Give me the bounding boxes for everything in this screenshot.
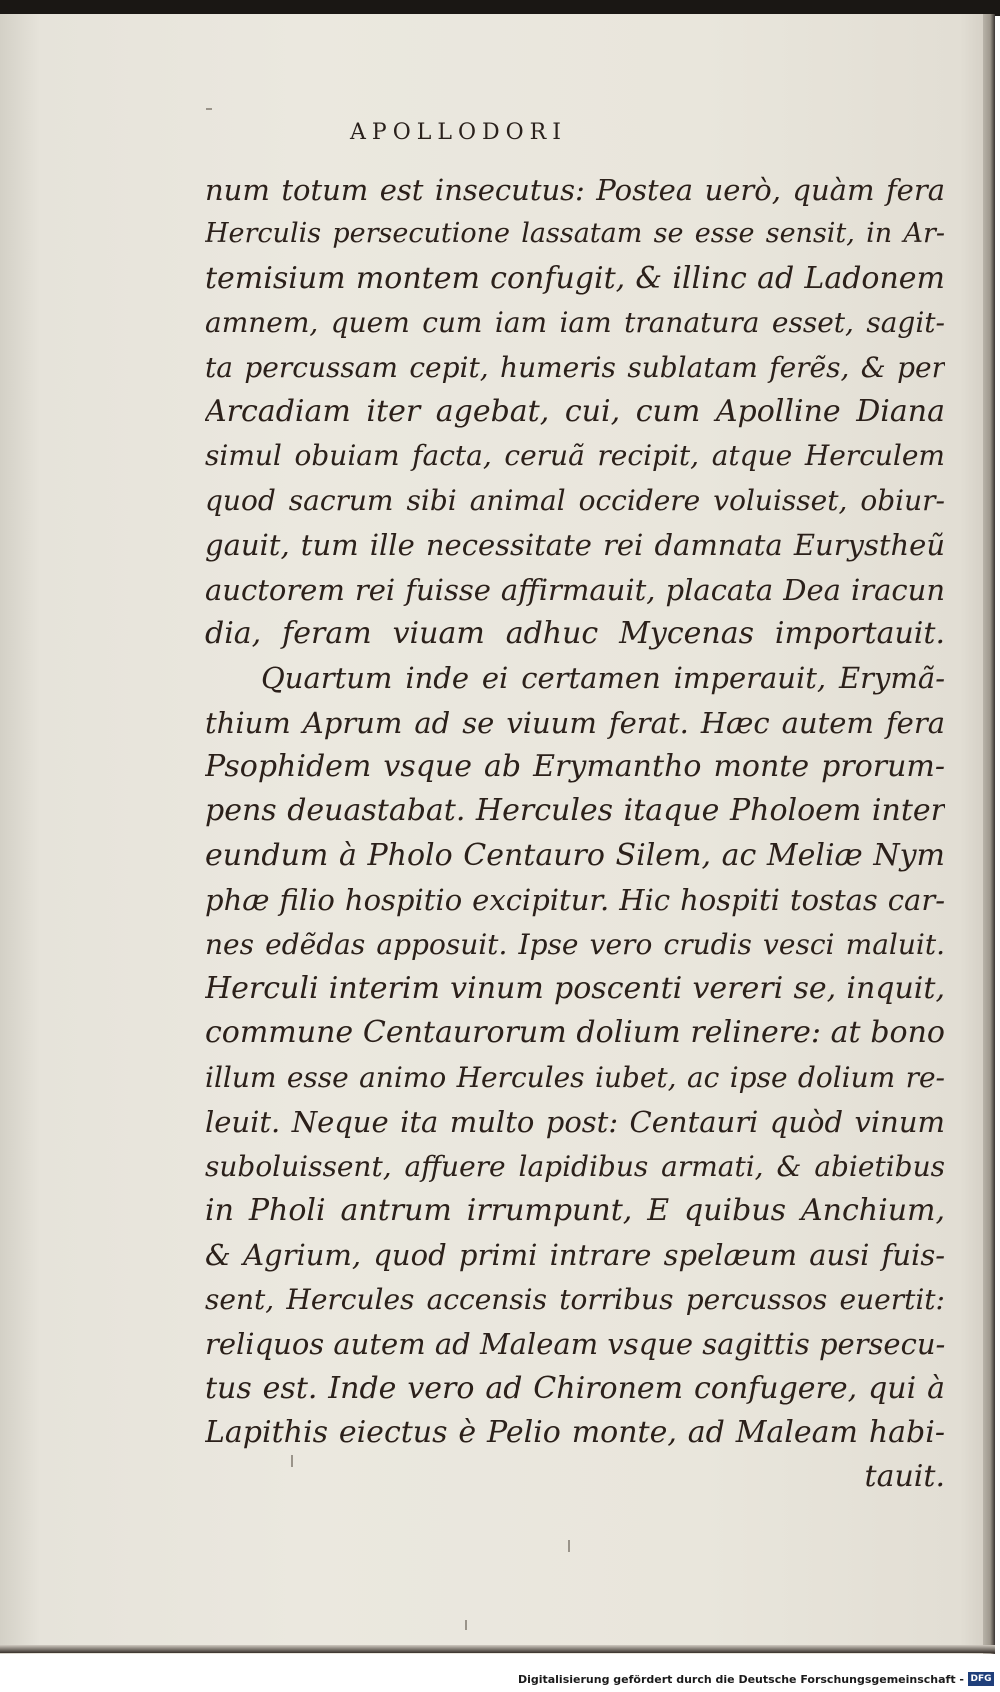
text-line: phæ filio hospitio excipitur. Hic hospiti tostas car- bbox=[205, 883, 945, 918]
text-line: simul obuiam facta, ceruã recipit, atque Herculem bbox=[205, 439, 945, 473]
text-line: Herculis persecutione lassatam se esse sensit, in Ar- bbox=[205, 218, 945, 250]
text-line: Herculi interim vinum poscenti vereri se, inquit, bbox=[205, 971, 945, 1007]
text-line: in Pholi antrum irrumpunt, E quibus Anchium, bbox=[205, 1192, 945, 1228]
text-line: sent, Hercules accensis torribus percussos euertit: bbox=[205, 1282, 945, 1316]
text-line: pens deuastabat. Hercules itaque Pholoem inter bbox=[205, 793, 945, 829]
dfg-logo: DFG bbox=[968, 1672, 994, 1686]
text-line: auctorem rei fuisse affirmauit, placata Dea iracun bbox=[205, 572, 945, 607]
page-bottom-edge bbox=[0, 1645, 995, 1653]
text-line: Lapithis eiectus è Pelio monte, ad Maleam habi- bbox=[205, 1414, 945, 1450]
page-right-edge bbox=[983, 14, 995, 1654]
text-line: nes edẽdas apposuit. Ipse vero crudis vesci maluit. bbox=[205, 927, 945, 961]
text-line: eundum à Pholo Centauro Silem, ac Meliæ Nym bbox=[205, 837, 945, 873]
text-line: Arcadiam iter agebat, cui, cum Apolline Diana bbox=[205, 393, 945, 429]
page-text-block bbox=[205, 168, 945, 1500]
text-line: suboluissent, affuere lapidibus armati, & abietibus bbox=[205, 1149, 945, 1183]
text-line: ta percussam cepit, humeris sublatam ferẽs, & per bbox=[205, 350, 945, 384]
text-line: leuit. Neque ita multo post: Centauri quòd vinum bbox=[205, 1105, 945, 1140]
paper-speck bbox=[206, 108, 212, 110]
paper-speck bbox=[568, 1540, 570, 1552]
text-line: gauit, tum ille necessitate rei damnata Eurystheũ bbox=[205, 528, 945, 563]
text-line: dia, feram viuam adhuc Mycenas importauit. bbox=[205, 615, 945, 651]
running-head: APOLLODORI bbox=[350, 120, 567, 145]
text-line: tus est. Inde vero ad Chironem confugere, qui à bbox=[205, 1370, 945, 1406]
funding-credit: Digitalisierung gefördert durch die Deutsche Forschungsgemeinschaft - bbox=[517, 1673, 964, 1686]
text-line: illum esse animo Hercules iubet, ac ipse dolium re- bbox=[205, 1060, 945, 1094]
text-line: & Agrium, quod primi intrare spelæum ausi fuis- bbox=[205, 1238, 945, 1273]
text-line: quod sacrum sibi animal occidere voluisset, obiur- bbox=[205, 483, 945, 517]
text-line: thium Aprum ad se viuum ferat. Hæc autem fera bbox=[205, 705, 945, 740]
paper-speck bbox=[465, 1620, 467, 1630]
text-line: num totum est insecutus: Postea uerò, quàm fera bbox=[205, 173, 945, 207]
text-line: Quartum inde ei certamen imperauit, Erymã- bbox=[261, 661, 945, 696]
text-line: amnem, quem cum iam iam tranatura esset, sagit- bbox=[205, 306, 945, 340]
text-line: temisium montem confugit, & illinc ad Ladonem bbox=[205, 260, 945, 296]
text-line: Psophidem vsque ab Erymantho monte prorum- bbox=[205, 749, 945, 785]
text-line: commune Centaurorum dolium relinere: at bono bbox=[205, 1015, 945, 1051]
catchword: tauit. bbox=[864, 1459, 945, 1495]
text-line: reliquos autem ad Maleam vsque sagittis persecu- bbox=[205, 1327, 945, 1362]
